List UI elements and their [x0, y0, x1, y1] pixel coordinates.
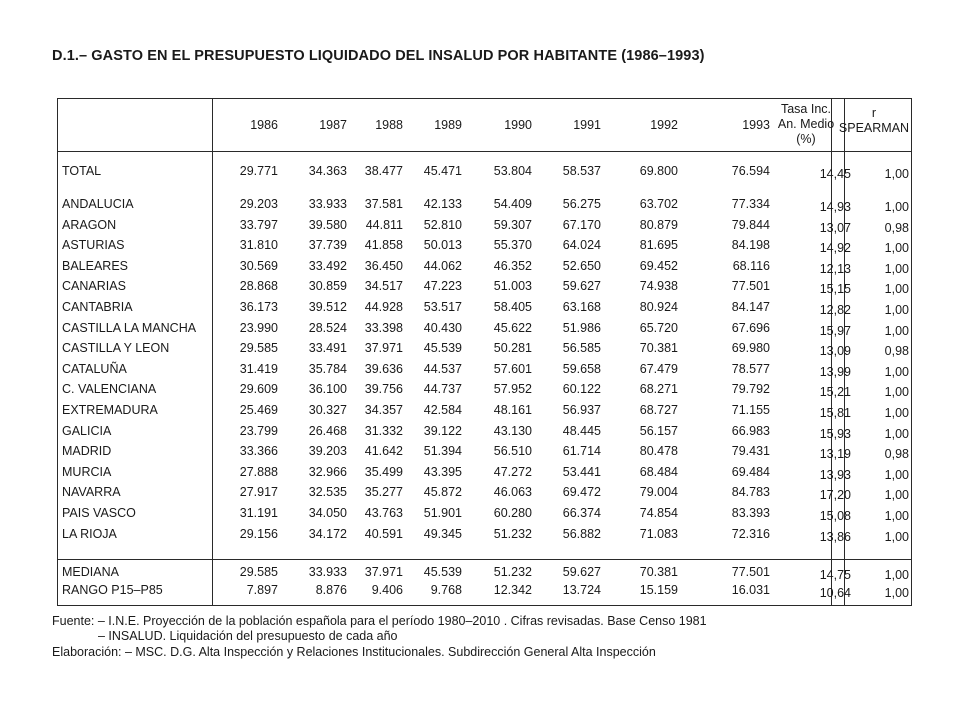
- table-row-value: 65.720: [639, 321, 678, 335]
- table-row-value: 60.122: [562, 382, 601, 396]
- table-row-tasa: 13,07: [819, 221, 851, 235]
- table-row-value: 56.937: [562, 403, 601, 417]
- table-row-value: 45.872: [423, 485, 462, 499]
- column-header-tasa: An. Medio: [777, 117, 835, 131]
- table-row-label: C. VALENCIANA: [62, 382, 157, 396]
- table-row-value: 29.156: [239, 527, 278, 541]
- table-row-value: 81.695: [639, 238, 678, 252]
- table-row-value: 30.859: [308, 279, 347, 293]
- table-row-tasa: 14,93: [819, 200, 851, 214]
- column-header-year: 1993: [742, 118, 770, 132]
- table-row-value: 53.517: [423, 300, 462, 314]
- table-row-tasa: 15,08: [819, 509, 851, 523]
- table-row-tasa: 15,15: [819, 282, 851, 296]
- table-row-value: 64.024: [562, 238, 601, 252]
- table-row-spearman: 0,98: [884, 221, 909, 235]
- table-row-value: 32.535: [308, 485, 347, 499]
- table-row-value: 29.585: [239, 341, 278, 355]
- table-row-value: 80.924: [639, 300, 678, 314]
- total-row-value: 53.804: [493, 164, 532, 178]
- rango-row-value: 7.897: [246, 583, 278, 597]
- table-row-tasa: 15,93: [819, 427, 851, 441]
- table-row-value: 45.539: [423, 341, 462, 355]
- table-row-label: ANDALUCIA: [62, 197, 134, 211]
- data-table: [57, 98, 912, 606]
- mediana-row-value: 33.933: [308, 565, 347, 579]
- table-row-value: 80.879: [639, 218, 678, 232]
- table-row-value: 52.650: [562, 259, 601, 273]
- table-row-value: 39.636: [364, 362, 403, 376]
- mediana-row-label: MEDIANA: [62, 565, 119, 579]
- table-row-value: 61.714: [562, 444, 601, 458]
- mediana-row-value: 70.381: [639, 565, 678, 579]
- table-row-value: 71.083: [639, 527, 678, 541]
- table-row-value: 79.844: [731, 218, 770, 232]
- table-row-value: 57.952: [493, 382, 532, 396]
- table-row-label: CASTILLA LA MANCHA: [62, 321, 197, 335]
- table-row-value: 44.062: [423, 259, 462, 273]
- table-row-value: 67.479: [639, 362, 678, 376]
- mediana-row-value: 59.627: [562, 565, 601, 579]
- table-row-label: BALEARES: [62, 259, 129, 273]
- table-row-value: 37.739: [308, 238, 347, 252]
- rango-row-tasa: 10,64: [819, 586, 851, 600]
- table-row-value: 44.811: [365, 218, 403, 232]
- table-row-value: 50.013: [423, 238, 462, 252]
- table-row-value: 30.327: [308, 403, 347, 417]
- table-row-value: 59.658: [562, 362, 601, 376]
- table-row-value: 63.168: [562, 300, 601, 314]
- mediana-row-spearman: 1,00: [884, 568, 909, 582]
- table-row-value: 29.203: [239, 197, 278, 211]
- table-row-spearman: 1,00: [884, 200, 909, 214]
- total-row-spearman: 1,00: [884, 167, 909, 181]
- table-row-value: 70.381: [639, 341, 678, 355]
- column-header-year: 1989: [434, 118, 462, 132]
- table-row-value: 43.763: [364, 506, 403, 520]
- table-row-value: 60.280: [493, 506, 532, 520]
- table-row-value: 56.585: [562, 341, 601, 355]
- table-row-spearman: 1,00: [884, 262, 909, 276]
- table-row-value: 49.345: [423, 527, 462, 541]
- table-divider: [58, 559, 911, 560]
- table-row-value: 33.797: [239, 218, 278, 232]
- table-row-value: 58.405: [493, 300, 532, 314]
- table-row-value: 42.133: [423, 197, 462, 211]
- table-row-label: ARAGON: [62, 218, 117, 232]
- table-row-value: 66.374: [562, 506, 601, 520]
- column-header-tasa: (%): [796, 132, 816, 146]
- table-row-value: 69.484: [731, 465, 770, 479]
- column-header-spearman: r: [871, 106, 877, 120]
- table-row-value: 67.696: [731, 321, 770, 335]
- table-row-value: 39.756: [364, 382, 403, 396]
- table-row-value: 56.510: [493, 444, 532, 458]
- total-row-value: 69.800: [639, 164, 678, 178]
- table-row-value: 51.901: [423, 506, 462, 520]
- table-row-value: 56.275: [562, 197, 601, 211]
- table-row-spearman: 1,00: [884, 509, 909, 523]
- table-row-value: 83.393: [731, 506, 770, 520]
- table-row-value: 66.983: [731, 424, 770, 438]
- table-row-value: 54.409: [493, 197, 532, 211]
- table-row-value: 28.524: [308, 321, 347, 335]
- table-row-value: 31.332: [364, 424, 403, 438]
- mediana-row-tasa: 14,75: [819, 568, 851, 582]
- table-row-value: 39.512: [308, 300, 347, 314]
- table-row-tasa: 13,09: [819, 344, 851, 358]
- table-row-label: CANTABRIA: [62, 300, 133, 314]
- total-row-value: 76.594: [731, 164, 770, 178]
- table-row-value: 39.203: [308, 444, 347, 458]
- table-row-value: 32.966: [308, 465, 347, 479]
- total-row-tasa: 14,45: [819, 167, 851, 181]
- table-row-tasa: 15,97: [819, 324, 851, 338]
- table-row-value: 84.198: [731, 238, 770, 252]
- table-row-value: 74.938: [639, 279, 678, 293]
- column-header-year: 1992: [650, 118, 678, 132]
- table-row-value: 80.478: [639, 444, 678, 458]
- footer-source-2: – INSALUD. Liquidación del presupuesto de cada año: [98, 629, 398, 643]
- table-row-tasa: 14,92: [819, 241, 851, 255]
- table-row-label: LA RIOJA: [62, 527, 117, 541]
- rango-row-spearman: 1,00: [884, 586, 909, 600]
- table-row-value: 33.492: [308, 259, 347, 273]
- table-row-value: 59.307: [493, 218, 532, 232]
- column-header-year: 1987: [319, 118, 347, 132]
- table-row-spearman: 1,00: [884, 324, 909, 338]
- table-row-value: 72.316: [731, 527, 770, 541]
- table-row-value: 45.622: [493, 321, 532, 335]
- table-row-spearman: 1,00: [884, 488, 909, 502]
- table-row-value: 30.569: [239, 259, 278, 273]
- table-row-value: 48.445: [562, 424, 601, 438]
- rango-row-value: 9.406: [371, 583, 403, 597]
- table-row-label: CATALUÑA: [62, 362, 127, 376]
- rango-row-value: 8.876: [315, 583, 347, 597]
- rango-row-value: 12.342: [493, 583, 532, 597]
- table-row-label: CANARIAS: [62, 279, 126, 293]
- table-row-value: 27.888: [239, 465, 278, 479]
- table-row-value: 46.063: [493, 485, 532, 499]
- table-row-value: 69.980: [731, 341, 770, 355]
- table-row-value: 48.161: [493, 403, 532, 417]
- table-row-value: 47.223: [423, 279, 462, 293]
- page-title: D.1.– GASTO EN EL PRESUPUESTO LIQUIDADO DEL INSALUD POR HABITANTE (1986–1993): [52, 48, 705, 64]
- table-row-tasa: 13,86: [819, 530, 851, 544]
- table-row-value: 57.601: [493, 362, 532, 376]
- mediana-row-value: 45.539: [423, 565, 462, 579]
- table-row-value: 36.450: [364, 259, 403, 273]
- column-header-year: 1990: [504, 118, 532, 132]
- table-row-tasa: 12,13: [819, 262, 851, 276]
- rango-row-value: 15.159: [639, 583, 678, 597]
- footer-source-1: Fuente: – I.N.E. Proyección de la población española para el período 1980–2010 . Cifras revisadas. Base Censo 1981: [52, 614, 707, 628]
- table-row-value: 39.122: [423, 424, 462, 438]
- table-row-spearman: 1,00: [884, 365, 909, 379]
- table-row-label: NAVARRA: [62, 485, 121, 499]
- table-row-label: ASTURIAS: [62, 238, 125, 252]
- table-row-spearman: 0,98: [884, 447, 909, 461]
- table-row-value: 51.232: [493, 527, 532, 541]
- table-row-value: 34.050: [308, 506, 347, 520]
- table-row-value: 84.147: [731, 300, 770, 314]
- table-row-label: EXTREMADURA: [62, 403, 158, 417]
- table-row-value: 34.357: [364, 403, 403, 417]
- rango-row-value: 16.031: [731, 583, 770, 597]
- table-row-value: 51.394: [423, 444, 462, 458]
- table-row-value: 68.116: [732, 259, 770, 273]
- column-header-year: 1991: [573, 118, 601, 132]
- table-row-value: 69.472: [562, 485, 601, 499]
- table-row-value: 50.281: [493, 341, 532, 355]
- table-row-spearman: 1,00: [884, 385, 909, 399]
- table-row-value: 33.933: [308, 197, 347, 211]
- column-header-year: 1986: [250, 118, 278, 132]
- rango-row-label: RANGO P15–P85: [62, 583, 163, 597]
- table-row-value: 28.868: [239, 279, 278, 293]
- table-row-value: 37.581: [364, 197, 403, 211]
- table-row-value: 40.430: [423, 321, 462, 335]
- table-row-value: 77.334: [731, 197, 770, 211]
- mediana-row-value: 77.501: [731, 565, 770, 579]
- total-row-label: TOTAL: [62, 164, 102, 178]
- table-row-value: 51.986: [562, 321, 601, 335]
- table-row-value: 44.928: [364, 300, 403, 314]
- table-row-value: 31.191: [239, 506, 278, 520]
- table-row-spearman: 1,00: [884, 427, 909, 441]
- table-row-value: 35.277: [364, 485, 403, 499]
- table-row-value: 36.173: [239, 300, 278, 314]
- table-row-value: 55.370: [493, 238, 532, 252]
- table-row-value: 71.155: [731, 403, 770, 417]
- table-row-value: 47.272: [493, 465, 532, 479]
- table-row-value: 68.271: [639, 382, 678, 396]
- table-row-value: 34.172: [308, 527, 347, 541]
- table-row-spearman: 1,00: [884, 241, 909, 255]
- table-row-tasa: 13,19: [819, 447, 851, 461]
- column-header-spearman: SPEARMAN: [838, 121, 910, 135]
- table-row-value: 78.577: [731, 362, 770, 376]
- table-row-value: 36.100: [308, 382, 347, 396]
- table-row-value: 44.537: [423, 362, 462, 376]
- table-row-spearman: 1,00: [884, 282, 909, 296]
- total-row-value: 38.477: [364, 164, 403, 178]
- table-row-value: 42.584: [423, 403, 462, 417]
- table-row-value: 51.003: [493, 279, 532, 293]
- table-row-spearman: 1,00: [884, 468, 909, 482]
- table-row-value: 39.580: [308, 218, 347, 232]
- mediana-row-value: 29.585: [239, 565, 278, 579]
- table-row-value: 31.810: [239, 238, 278, 252]
- table-row-value: 63.702: [639, 197, 678, 211]
- table-row-spearman: 1,00: [884, 530, 909, 544]
- column-header-year: 1988: [375, 118, 403, 132]
- table-row-value: 26.468: [308, 424, 347, 438]
- table-divider: [58, 151, 911, 152]
- table-row-tasa: 12,82: [819, 303, 851, 317]
- table-row-value: 33.491: [308, 341, 347, 355]
- table-row-value: 43.395: [423, 465, 462, 479]
- table-row-value: 79.792: [731, 382, 770, 396]
- table-row-value: 56.157: [639, 424, 678, 438]
- table-row-value: 25.469: [239, 403, 278, 417]
- table-row-spearman: 0,98: [884, 344, 909, 358]
- table-row-value: 31.419: [239, 362, 278, 376]
- table-row-value: 27.917: [239, 485, 278, 499]
- table-row-value: 35.784: [308, 362, 347, 376]
- table-row-spearman: 1,00: [884, 303, 909, 317]
- table-row-value: 77.501: [731, 279, 770, 293]
- table-row-value: 33.366: [239, 444, 278, 458]
- table-row-value: 59.627: [562, 279, 601, 293]
- table-row-value: 69.452: [639, 259, 678, 273]
- table-row-tasa: 17,20: [819, 488, 851, 502]
- table-row-value: 79.431: [731, 444, 770, 458]
- mediana-row-value: 51.232: [493, 565, 532, 579]
- rango-row-value: 9.768: [430, 583, 462, 597]
- table-row-value: 23.990: [239, 321, 278, 335]
- table-row-label: CASTILLA Y LEON: [62, 341, 170, 355]
- total-row-value: 45.471: [423, 164, 462, 178]
- table-row-value: 52.810: [423, 218, 462, 232]
- table-row-label: MURCIA: [62, 465, 112, 479]
- table-row-value: 84.783: [731, 485, 770, 499]
- table-row-tasa: 15,81: [819, 406, 851, 420]
- table-row-label: MADRID: [62, 444, 112, 458]
- footer-elaboration: Elaboración: – MSC. D.G. Alta Inspección y Relaciones Institucionales. Subdirección General Alta Inspección: [52, 645, 656, 659]
- table-row-tasa: 15,21: [819, 385, 851, 399]
- table-row-value: 33.398: [364, 321, 403, 335]
- table-row-value: 43.130: [493, 424, 532, 438]
- total-row-value: 58.537: [562, 164, 601, 178]
- table-row-value: 23.799: [239, 424, 278, 438]
- total-row-value: 29.771: [239, 164, 278, 178]
- table-row-spearman: 1,00: [884, 406, 909, 420]
- table-row-tasa: 13,93: [819, 468, 851, 482]
- table-row-value: 34.517: [364, 279, 403, 293]
- table-row-value: 29.609: [239, 382, 278, 396]
- table-row-value: 44.737: [423, 382, 462, 396]
- table-divider: [212, 99, 213, 605]
- column-header-tasa: Tasa Inc.: [780, 102, 832, 116]
- table-row-value: 41.642: [364, 444, 403, 458]
- table-row-value: 68.727: [639, 403, 678, 417]
- total-row-value: 34.363: [308, 164, 347, 178]
- table-row-value: 46.352: [493, 259, 532, 273]
- table-row-label: PAIS VASCO: [62, 506, 136, 520]
- table-row-label: GALICIA: [62, 424, 112, 438]
- table-row-value: 67.170: [562, 218, 601, 232]
- table-row-value: 56.882: [562, 527, 601, 541]
- table-row-value: 37.971: [364, 341, 403, 355]
- rango-row-value: 13.724: [562, 583, 601, 597]
- table-row-value: 74.854: [639, 506, 678, 520]
- table-row-value: 53.441: [562, 465, 601, 479]
- table-row-value: 35.499: [364, 465, 403, 479]
- table-row-tasa: 13,99: [819, 365, 851, 379]
- table-row-value: 68.484: [639, 465, 678, 479]
- table-row-value: 40.591: [364, 527, 403, 541]
- table-row-value: 41.858: [364, 238, 403, 252]
- mediana-row-value: 37.971: [364, 565, 403, 579]
- table-row-value: 79.004: [639, 485, 678, 499]
